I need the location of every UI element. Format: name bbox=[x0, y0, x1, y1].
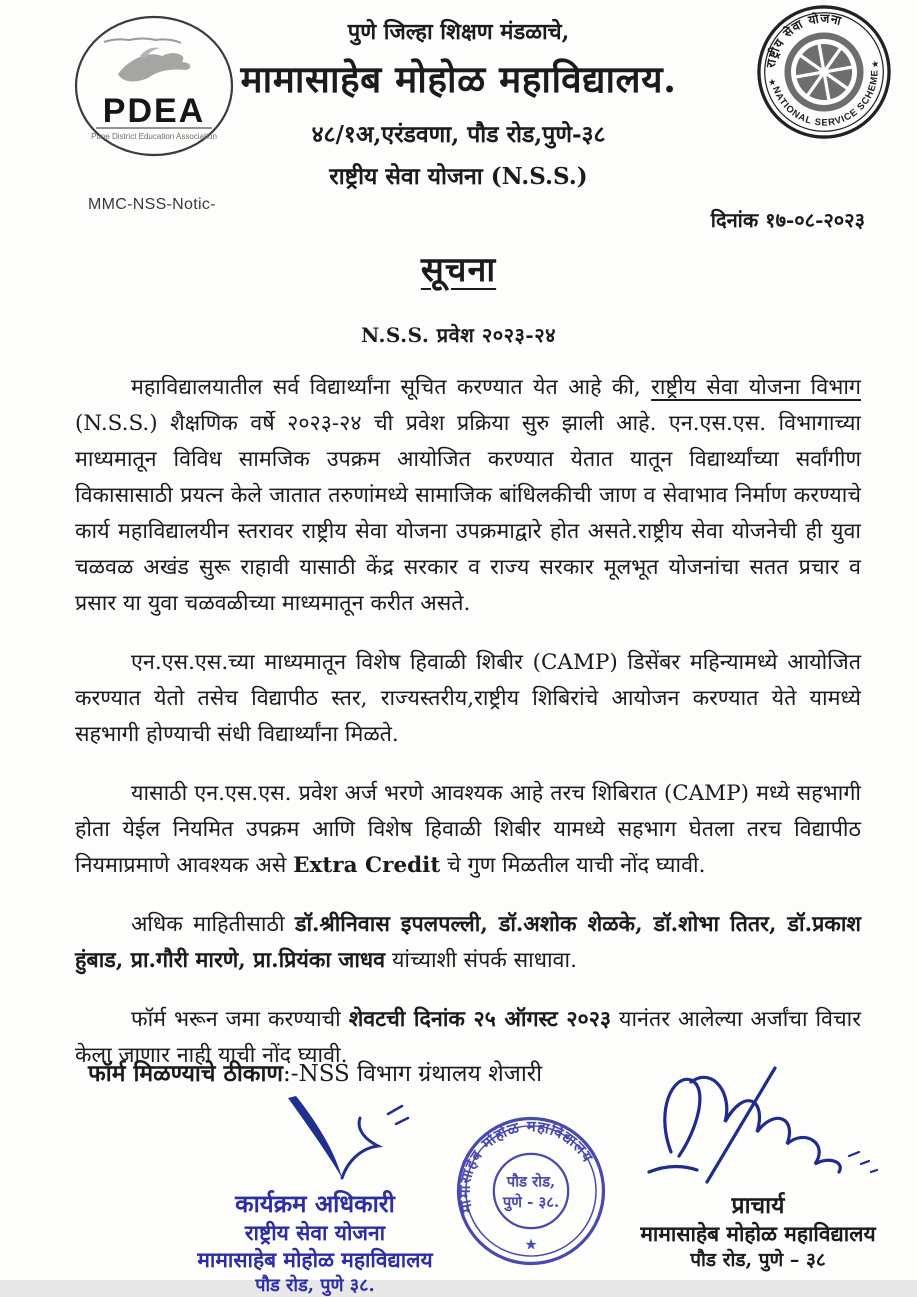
nss-star-left: ★ bbox=[767, 77, 778, 89]
text-segment: शेवटची दिनांक २५ ऑगस्ट २०२३ bbox=[348, 1007, 612, 1032]
notice-paragraph bbox=[75, 907, 861, 979]
notice-paragraph bbox=[75, 370, 861, 622]
programme-officer-signature-block bbox=[160, 1092, 470, 1297]
notice-title: सूचना bbox=[420, 250, 497, 290]
stamp-star: ★ bbox=[524, 1235, 538, 1254]
trust-line: पुणे जिल्हा शिक्षण मंडळाचे, bbox=[347, 19, 570, 45]
pdea-acronym: PDEA bbox=[102, 92, 206, 130]
programme-officer-lines bbox=[160, 1188, 470, 1297]
college-address: ४८/१अ,एरंडवणा, पौड रोड,पुणे-३८ bbox=[311, 121, 606, 148]
principal-line: मामासाहेब मोहोळ महाविद्यालय bbox=[640, 1221, 876, 1246]
pdea-motto-scribble bbox=[104, 39, 181, 44]
programme-officer-line: राष्ट्रीय सेवा योजना bbox=[244, 1220, 386, 1246]
text-segment: यांच्याशी संपर्क साधावा. bbox=[385, 948, 577, 973]
nss-top-text: राष्ट्रीय सेवा योजना bbox=[762, 10, 844, 69]
nss-logo bbox=[740, 2, 908, 142]
notice-body bbox=[75, 370, 862, 1068]
nss-star-right: ★ bbox=[870, 59, 881, 71]
text-segment: चे गुण मिळतील याची नोंद घ्यावी. bbox=[440, 853, 706, 878]
notice-paragraph bbox=[75, 776, 861, 884]
notice-date: दिनांक १७-०८-२०२३ bbox=[710, 208, 865, 232]
programme-officer-line: मामासाहेब मोहोळ महाविद्यालय bbox=[197, 1247, 433, 1273]
principal-signature-block bbox=[608, 1060, 908, 1274]
principal-title: प्राचार्य bbox=[731, 1192, 785, 1219]
text-segment: यानंतर आलेल्या अर्जांचा विचार केला जाणार नाही याची नोंद घ्यावी. bbox=[75, 1007, 861, 1068]
principal-signature-icon bbox=[633, 1060, 883, 1190]
programme-officer-signature-icon bbox=[250, 1092, 420, 1184]
principal-line: पौड रोड, पुणे – ३८ bbox=[690, 1249, 826, 1272]
college-name: मामासाहेब मोहोळ महाविद्यालय. bbox=[240, 57, 677, 101]
college-round-stamp bbox=[452, 1112, 610, 1270]
text-segment: Extra Credit bbox=[293, 853, 441, 878]
notice-paragraph bbox=[75, 645, 861, 753]
text-segment: महाविद्यालयातील सर्व विद्यार्थ्यांना सूचित करण्यात येत आहे की, bbox=[131, 375, 652, 400]
nss-bottom-text: NATIONAL SERVICE SCHEME bbox=[769, 69, 881, 129]
programme-officer-line: पौड रोड, पुणे ३८. bbox=[255, 1274, 375, 1296]
text-segment: डॉ.श्रीनिवास इपलपल्ली, डॉ.अशोक शेळके, डॉ.शोभा तितर, डॉ.प्रकाश हुंबाड, प्रा.गौरी मारणे, प्रा.प्रियंका जाधव bbox=[75, 912, 862, 973]
stamp-ring-text: मामासाहेब मोहोळ महाविद्यालय bbox=[455, 1117, 598, 1215]
notice-subtitle: N.S.S. प्रवेश २०२३-२४ bbox=[360, 323, 557, 347]
text-segment: राष्ट्रीय सेवा योजना विभाग bbox=[651, 375, 861, 400]
pdea-logo bbox=[70, 12, 238, 162]
nss-unit-line: राष्ट्रीय सेवा योजना (N.S.S.) bbox=[329, 163, 588, 190]
form-location-label: फॉर्म मिळण्याचे ठीकाण bbox=[88, 1060, 284, 1087]
stamp-center-line1: पौड रोड, bbox=[506, 1172, 556, 1191]
reference-number: MMC-NSS-Notic- bbox=[88, 196, 216, 213]
pdea-caption: Pune District Education Association bbox=[91, 132, 217, 141]
programme-officer-line: कार्यक्रम अधिकारी bbox=[235, 1189, 395, 1218]
text-segment: अधिक माहितीसाठी bbox=[131, 912, 295, 937]
form-location-line bbox=[88, 1056, 542, 1088]
text-segment: फॉर्म भरून जमा करण्याची bbox=[131, 1007, 349, 1032]
text-segment: एन.एस.एस.च्या माध्यमातून विशेष हिवाळी शिबीर (CAMP) डिसेंबर महिन्यामध्ये आयोजित करण्यात येतो तसेच विद्यापीठ स्तर, राज्यस्तरीय,राष्ट्रीय शिबिरांचे आयोजन करण्यात येते यामध्ये सहभागी होण्याची संधी विद्यार्थ्यांना मिळते. bbox=[75, 650, 861, 747]
pdea-emblem-graphic bbox=[118, 53, 190, 81]
form-location-value: :-NSS विभाग ग्रंथालय शेजारी bbox=[283, 1061, 543, 1087]
text-segment: (N.S.S.) शैक्षणिक वर्षे २०२३-२४ ची प्रवेश प्रक्रिया सुरु झाली आहे. एन.एस.एस. विभागाच्या माध्यमातून विविध सामजिक उपक्रम आयोजित करण्यात येतात यातून विद्यार्थ्यांच्या सर्वांगीण विकासासाठी प्रयत्न केले जातात तरुणांमध्ये सामाजिक बांधिलकीची जाण व सेवाभाव निर्माण करण्याचे कार्य महाविद्यालयीन स्तरावर राष्ट्रीय सेवा योजना उपक्रमाद्वारे होत असते.राष्ट्रीय सेवा योजनेची ही युवा चळवळ अखंड सुरू राहावी यासाठी केंद्र सरकार व राज्य सरकार मूलभूत योजनांचा सतत प्रचार व प्रसार या युवा चळवळीच्या माध्यमातून करीत असते. bbox=[75, 411, 861, 616]
stamp-center-line2: पुणे - ३८. bbox=[502, 1192, 560, 1211]
principal-lines bbox=[608, 1220, 908, 1274]
text-segment: यासाठी एन.एस.एस. प्रवेश अर्ज भरणे आवश्यक आहे तरच शिबिरात (CAMP) मध्ये सहभागी होता येईल नियमित उपक्रम आणि विशेष हिवाळी शिबीर यामध्ये सहभाग घेतला तरच विद्यापीठ नियमाप्रमाणे आवश्यक असे bbox=[75, 781, 861, 878]
